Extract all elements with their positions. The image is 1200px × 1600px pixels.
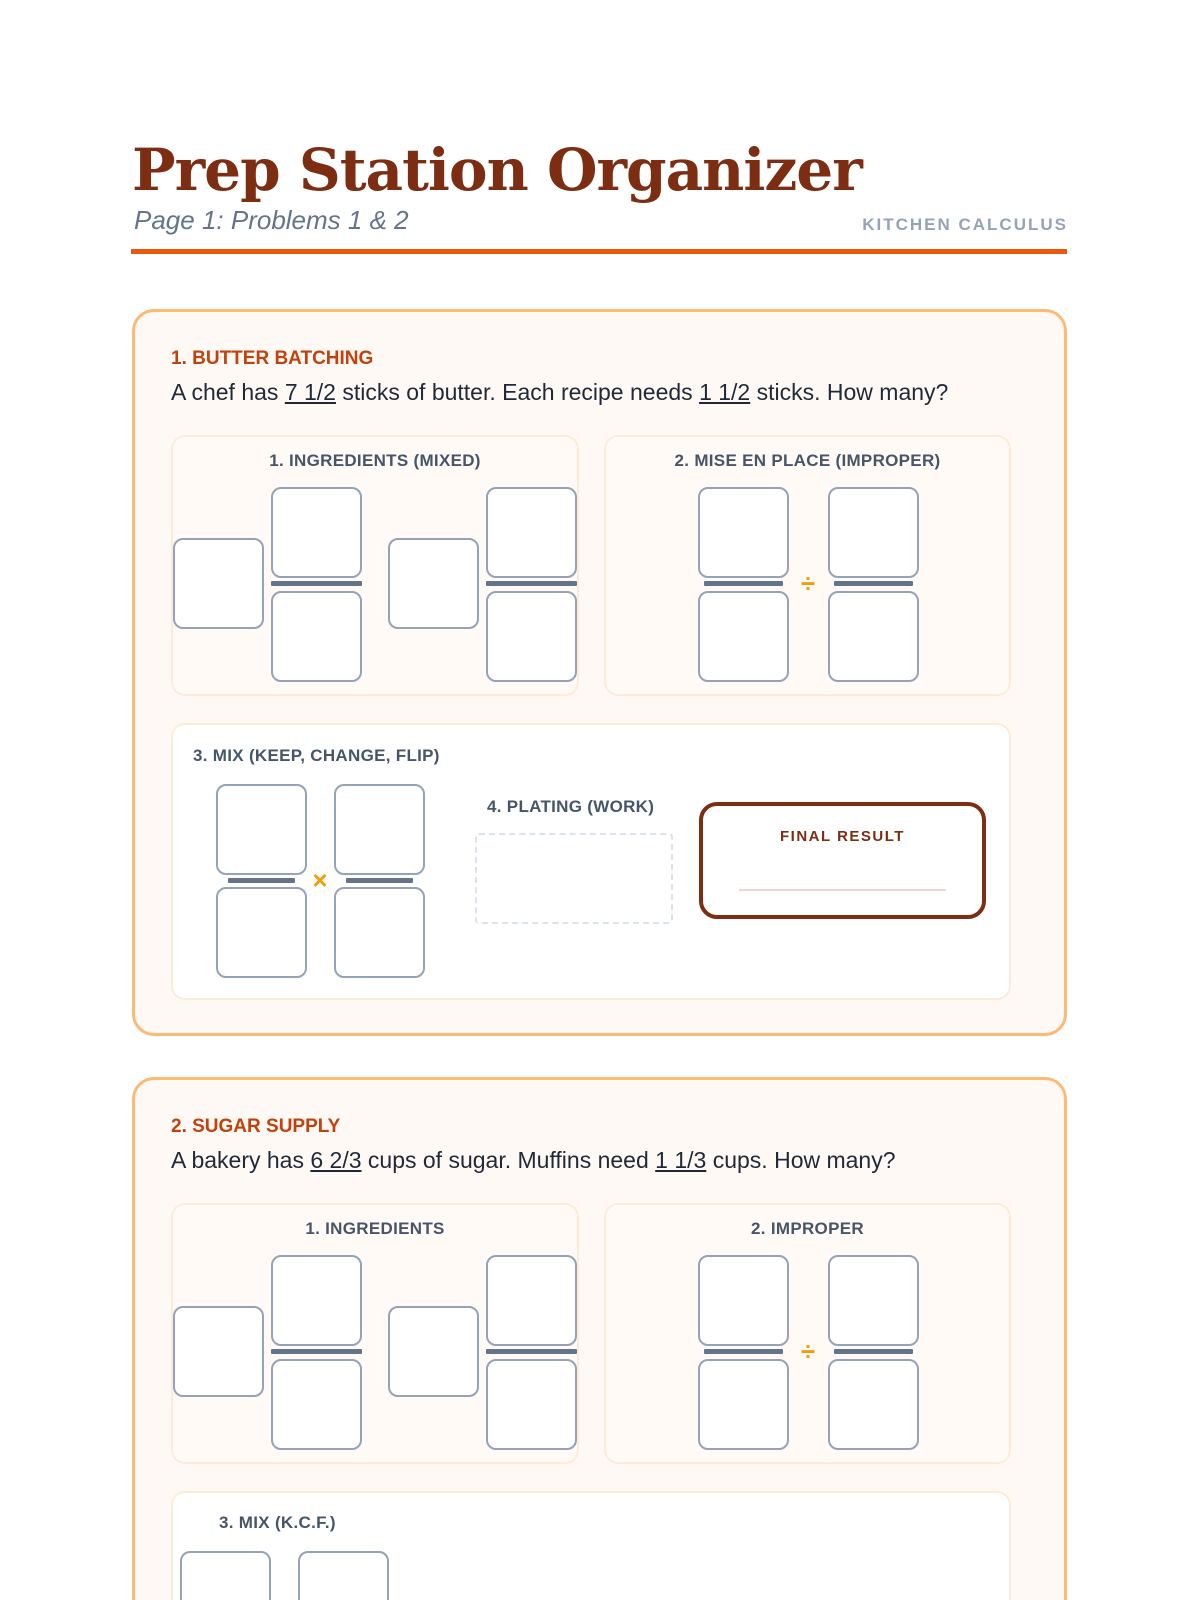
problem-text bbox=[171, 1147, 896, 1174]
denominator-box[interactable] bbox=[698, 591, 789, 682]
problem-text-part: sticks of butter. Each recipe needs bbox=[335, 379, 700, 405]
step-label: 3. MIX (KEEP, CHANGE, FLIP) bbox=[193, 746, 440, 765]
step-label: 1. INGREDIENTS bbox=[305, 1219, 445, 1238]
denominator-box[interactable] bbox=[271, 591, 362, 682]
numerator-box[interactable] bbox=[298, 1551, 389, 1600]
given-value: 7 1/2 bbox=[284, 379, 336, 405]
whole-number-box[interactable] bbox=[388, 538, 479, 629]
step-ingredients-panel bbox=[171, 1203, 579, 1464]
final-result-label: FINAL RESULT bbox=[780, 828, 905, 845]
fraction-bar bbox=[486, 581, 577, 586]
given-value: 1 1/3 bbox=[655, 1147, 707, 1173]
header-divider bbox=[131, 249, 1067, 254]
step-mix-panel bbox=[171, 1491, 1011, 1600]
problem-card-2 bbox=[132, 1077, 1067, 1600]
fraction-bar bbox=[346, 878, 413, 883]
denominator-box[interactable] bbox=[828, 1359, 919, 1450]
problem-text bbox=[171, 379, 948, 406]
step-improper-panel bbox=[604, 435, 1011, 696]
whole-number-box[interactable] bbox=[173, 538, 264, 629]
denominator-box[interactable] bbox=[486, 591, 577, 682]
step-label: 1. INGREDIENTS (MIXED) bbox=[269, 451, 481, 470]
numerator-box[interactable] bbox=[216, 784, 307, 875]
page-subtitle: Page 1: Problems 1 & 2 bbox=[134, 205, 409, 235]
numerator-box[interactable] bbox=[486, 487, 577, 578]
fraction-bar bbox=[228, 878, 295, 883]
problem-text-part: cups. How many? bbox=[706, 1147, 896, 1173]
fraction-bar bbox=[704, 1349, 783, 1354]
given-value: 6 2/3 bbox=[310, 1147, 362, 1173]
numerator-box[interactable] bbox=[698, 487, 789, 578]
step-label: 3. MIX (K.C.F.) bbox=[219, 1513, 336, 1532]
problem-text-part: sticks. How many? bbox=[750, 379, 949, 405]
numerator-box[interactable] bbox=[698, 1255, 789, 1346]
problem-text-part: A bakery has bbox=[171, 1147, 311, 1173]
whole-number-box[interactable] bbox=[173, 1306, 264, 1397]
denominator-box[interactable] bbox=[828, 591, 919, 682]
denominator-box[interactable] bbox=[698, 1359, 789, 1450]
denominator-box[interactable] bbox=[334, 887, 425, 978]
page-title: Prep Station Organizer bbox=[132, 136, 862, 204]
step-label: 2. MISE EN PLACE (IMPROPER) bbox=[674, 451, 941, 470]
fraction-bar bbox=[271, 1349, 362, 1354]
fraction-bar bbox=[271, 581, 362, 586]
step-ingredients-panel bbox=[171, 435, 579, 696]
whole-number-box[interactable] bbox=[388, 1306, 479, 1397]
work-area[interactable] bbox=[475, 833, 673, 924]
step-improper-panel bbox=[604, 1203, 1011, 1464]
problem-title: 1. BUTTER BATCHING bbox=[171, 348, 374, 369]
fraction-bar bbox=[486, 1349, 577, 1354]
denominator-box[interactable] bbox=[271, 1359, 362, 1450]
numerator-box[interactable] bbox=[271, 1255, 362, 1346]
fraction-bar bbox=[704, 581, 783, 586]
numerator-box[interactable] bbox=[828, 1255, 919, 1346]
final-result-box[interactable] bbox=[699, 802, 986, 919]
problem-text-part: A chef has bbox=[171, 379, 285, 405]
denominator-box[interactable] bbox=[486, 1359, 577, 1450]
multiply-symbol: × bbox=[312, 865, 328, 895]
divide-symbol: ÷ bbox=[800, 568, 816, 598]
denominator-box[interactable] bbox=[216, 887, 307, 978]
given-value: 1 1/2 bbox=[699, 379, 751, 405]
step-label: 2. IMPROPER bbox=[751, 1219, 864, 1238]
problem-card-1 bbox=[132, 309, 1067, 1036]
series-tag: KITCHEN CALCULUS bbox=[862, 215, 1068, 234]
problem-text-part: cups of sugar. Muffins need bbox=[361, 1147, 656, 1173]
step-label: 4. PLATING (WORK) bbox=[487, 797, 655, 816]
fraction-bar bbox=[834, 1349, 913, 1354]
problem-title: 2. SUGAR SUPPLY bbox=[171, 1116, 341, 1137]
numerator-box[interactable] bbox=[180, 1551, 271, 1600]
divide-symbol: ÷ bbox=[800, 1336, 816, 1366]
fraction-bar bbox=[834, 581, 913, 586]
step-mix-panel bbox=[171, 723, 1011, 1000]
answer-line bbox=[739, 889, 946, 891]
numerator-box[interactable] bbox=[271, 487, 362, 578]
numerator-box[interactable] bbox=[486, 1255, 577, 1346]
numerator-box[interactable] bbox=[334, 784, 425, 875]
numerator-box[interactable] bbox=[828, 487, 919, 578]
